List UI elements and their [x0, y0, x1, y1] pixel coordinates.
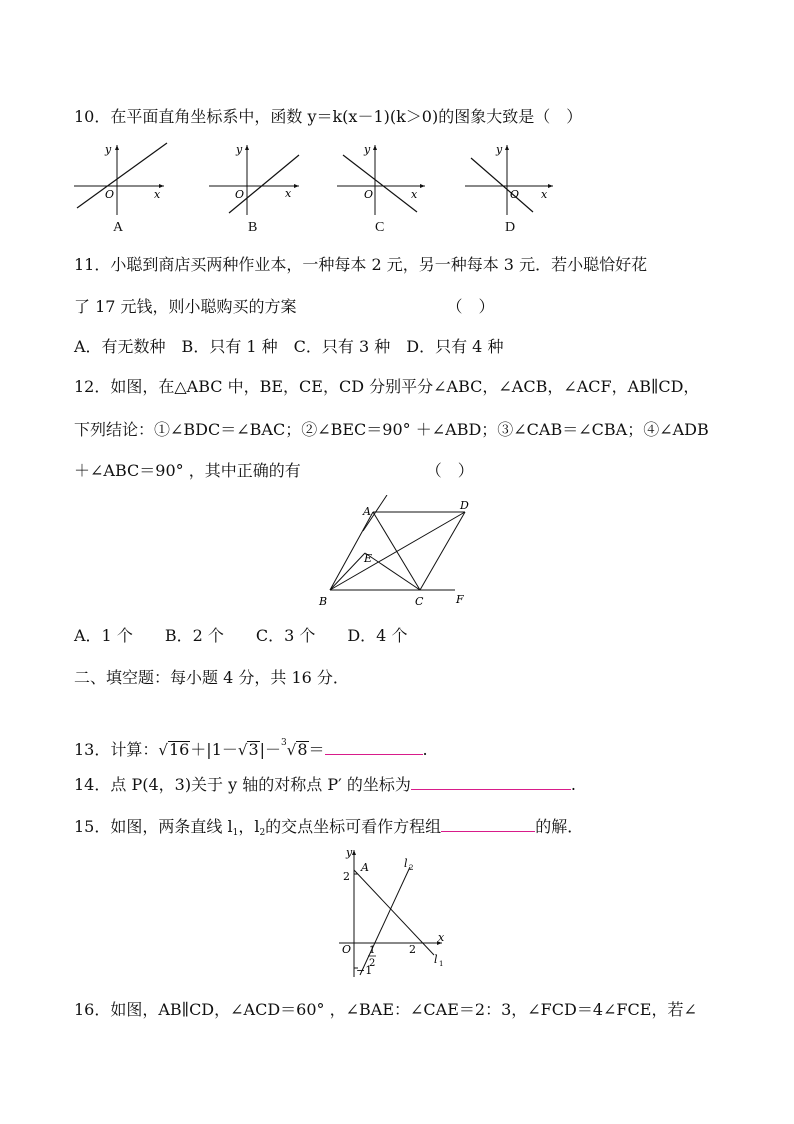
q15-comma: ，l: [238, 817, 260, 836]
origin-label: O: [342, 943, 352, 956]
x-axis-label: x: [285, 187, 292, 200]
point-a-label: A: [361, 861, 369, 874]
y-axis-label: y: [105, 143, 112, 156]
q11-line1: 11．小聪到商店买两种作业本，一种每本 2 元，另一种每本 3 元．若小聪恰好花: [74, 255, 648, 274]
y-axis-label: y: [236, 143, 243, 156]
q14-line: [74, 775, 576, 795]
q13-mid2: |－: [259, 740, 282, 759]
q12-answer-paren: （ ）: [425, 461, 474, 480]
x-axis-label: x: [541, 188, 548, 201]
x-axis-label: x: [438, 931, 445, 944]
q12-triangle-figure: [315, 495, 475, 615]
point-d-label: D: [460, 499, 469, 512]
y-intercept-2-label: 2: [343, 870, 350, 883]
origin-label: O: [105, 188, 115, 201]
q11-line2: [74, 297, 495, 317]
l1-subscript: 1: [232, 828, 239, 838]
q13-mid1: ＋|1－: [190, 740, 238, 759]
section-2-heading: 二、填空题：每小题 4 分，共 16 分．: [74, 668, 349, 687]
x-axis-label: x: [411, 188, 418, 201]
y-axis-label: y: [346, 846, 353, 859]
y-axis-label: y: [496, 143, 503, 156]
point-c-label: C: [415, 595, 424, 608]
point-b-label: B: [319, 595, 328, 608]
q13-line: 13．计算：√16＋|1－√3|－$^3$√8＝ .: [74, 738, 428, 759]
q13-period: .: [422, 740, 428, 759]
q13-prefix: 13．计算：: [74, 740, 159, 759]
origin-label: O: [510, 188, 520, 201]
y-intercept-neg1-label: −1: [356, 964, 373, 977]
q11-choices: A．有无数种 B．只有 1 种 C．只有 3 种 D．只有 4 种: [74, 337, 504, 356]
q10-graph-a: [72, 140, 172, 215]
q12-text: ＋∠ABC＝90° ，其中正确的有: [74, 461, 301, 480]
q11-answer-paren: （ ）: [446, 297, 495, 316]
q16-line: 16．如图，AB∥CD，∠ACD＝60° ，∠BAE：∠CAE＝2：3，∠FCD＝4∠FCE，若∠: [74, 1000, 697, 1019]
x-axis-label: x: [154, 188, 161, 201]
q10-option-c-label: C: [375, 220, 385, 235]
q15-line: [74, 817, 583, 843]
l1-label-sub: 1: [439, 960, 444, 968]
sqrt-3: 3: [248, 740, 259, 759]
half-numerator: 1: [369, 945, 376, 956]
q10-graph-b: [207, 140, 307, 215]
q14-period: .: [570, 775, 576, 794]
point-a-label: A: [363, 505, 371, 518]
l2-label-sub: 2: [409, 864, 414, 872]
q10-option-d-label: D: [505, 220, 516, 235]
q12-line1: 12．如图，在△ABC 中，BE，CE，CD 分别平分∠ABC，∠ACB，∠ACF，AB∥CD，: [74, 377, 700, 396]
cbrt-8: 8: [297, 740, 308, 759]
origin-label: O: [235, 188, 245, 201]
q12-choices: A．1 个 B．2 个 C．3 个 D．4 个: [74, 626, 408, 645]
cube-root-index: 3: [281, 738, 287, 748]
l1-label: l: [434, 953, 438, 966]
q13-answer-blank[interactable]: [325, 740, 423, 755]
q15-lines-figure: [334, 845, 454, 985]
l2-label: l: [404, 857, 408, 870]
q10-graph-c: [335, 140, 435, 215]
sqrt-16: 16: [168, 740, 190, 759]
q12-line3: [74, 461, 474, 481]
q15-end: 的解．: [535, 817, 584, 836]
q10-graph-d: [463, 140, 563, 215]
x-intercept-2-label: 2: [409, 943, 416, 956]
q14-text: 14．点 P(4，3)关于 y 轴的对称点 P′ 的坐标为: [74, 775, 411, 794]
q14-answer-blank[interactable]: [411, 775, 571, 790]
half-denominator: 2: [369, 958, 376, 969]
q15-prefix: 15．如图，两条直线 l: [74, 817, 233, 836]
q11-text: 了 17 元钱，则小聪购买的方案: [74, 297, 297, 316]
q10-option-a-label: A: [113, 220, 124, 235]
q12-line2: 下列结论：①∠BDC＝∠BAC；②∠BEC＝90° ＋∠ABD；③∠CAB＝∠CBA；④∠ADB: [74, 420, 709, 439]
q15-answer-blank[interactable]: [441, 817, 535, 832]
q13-equals: ＝: [308, 740, 325, 759]
q10-stem: 10．在平面直角坐标系中，函数 y＝k(x－1)(k＞0)的图象大致是（ ）: [74, 107, 583, 126]
point-e-label: E: [364, 552, 373, 565]
y-axis-label: y: [364, 143, 371, 156]
q10-option-b-label: B: [248, 220, 258, 235]
point-f-label: F: [456, 593, 464, 606]
l2-subscript: 2: [259, 828, 266, 838]
q15-mid: 的交点坐标可看作方程组: [265, 817, 442, 836]
origin-label: O: [364, 188, 374, 201]
